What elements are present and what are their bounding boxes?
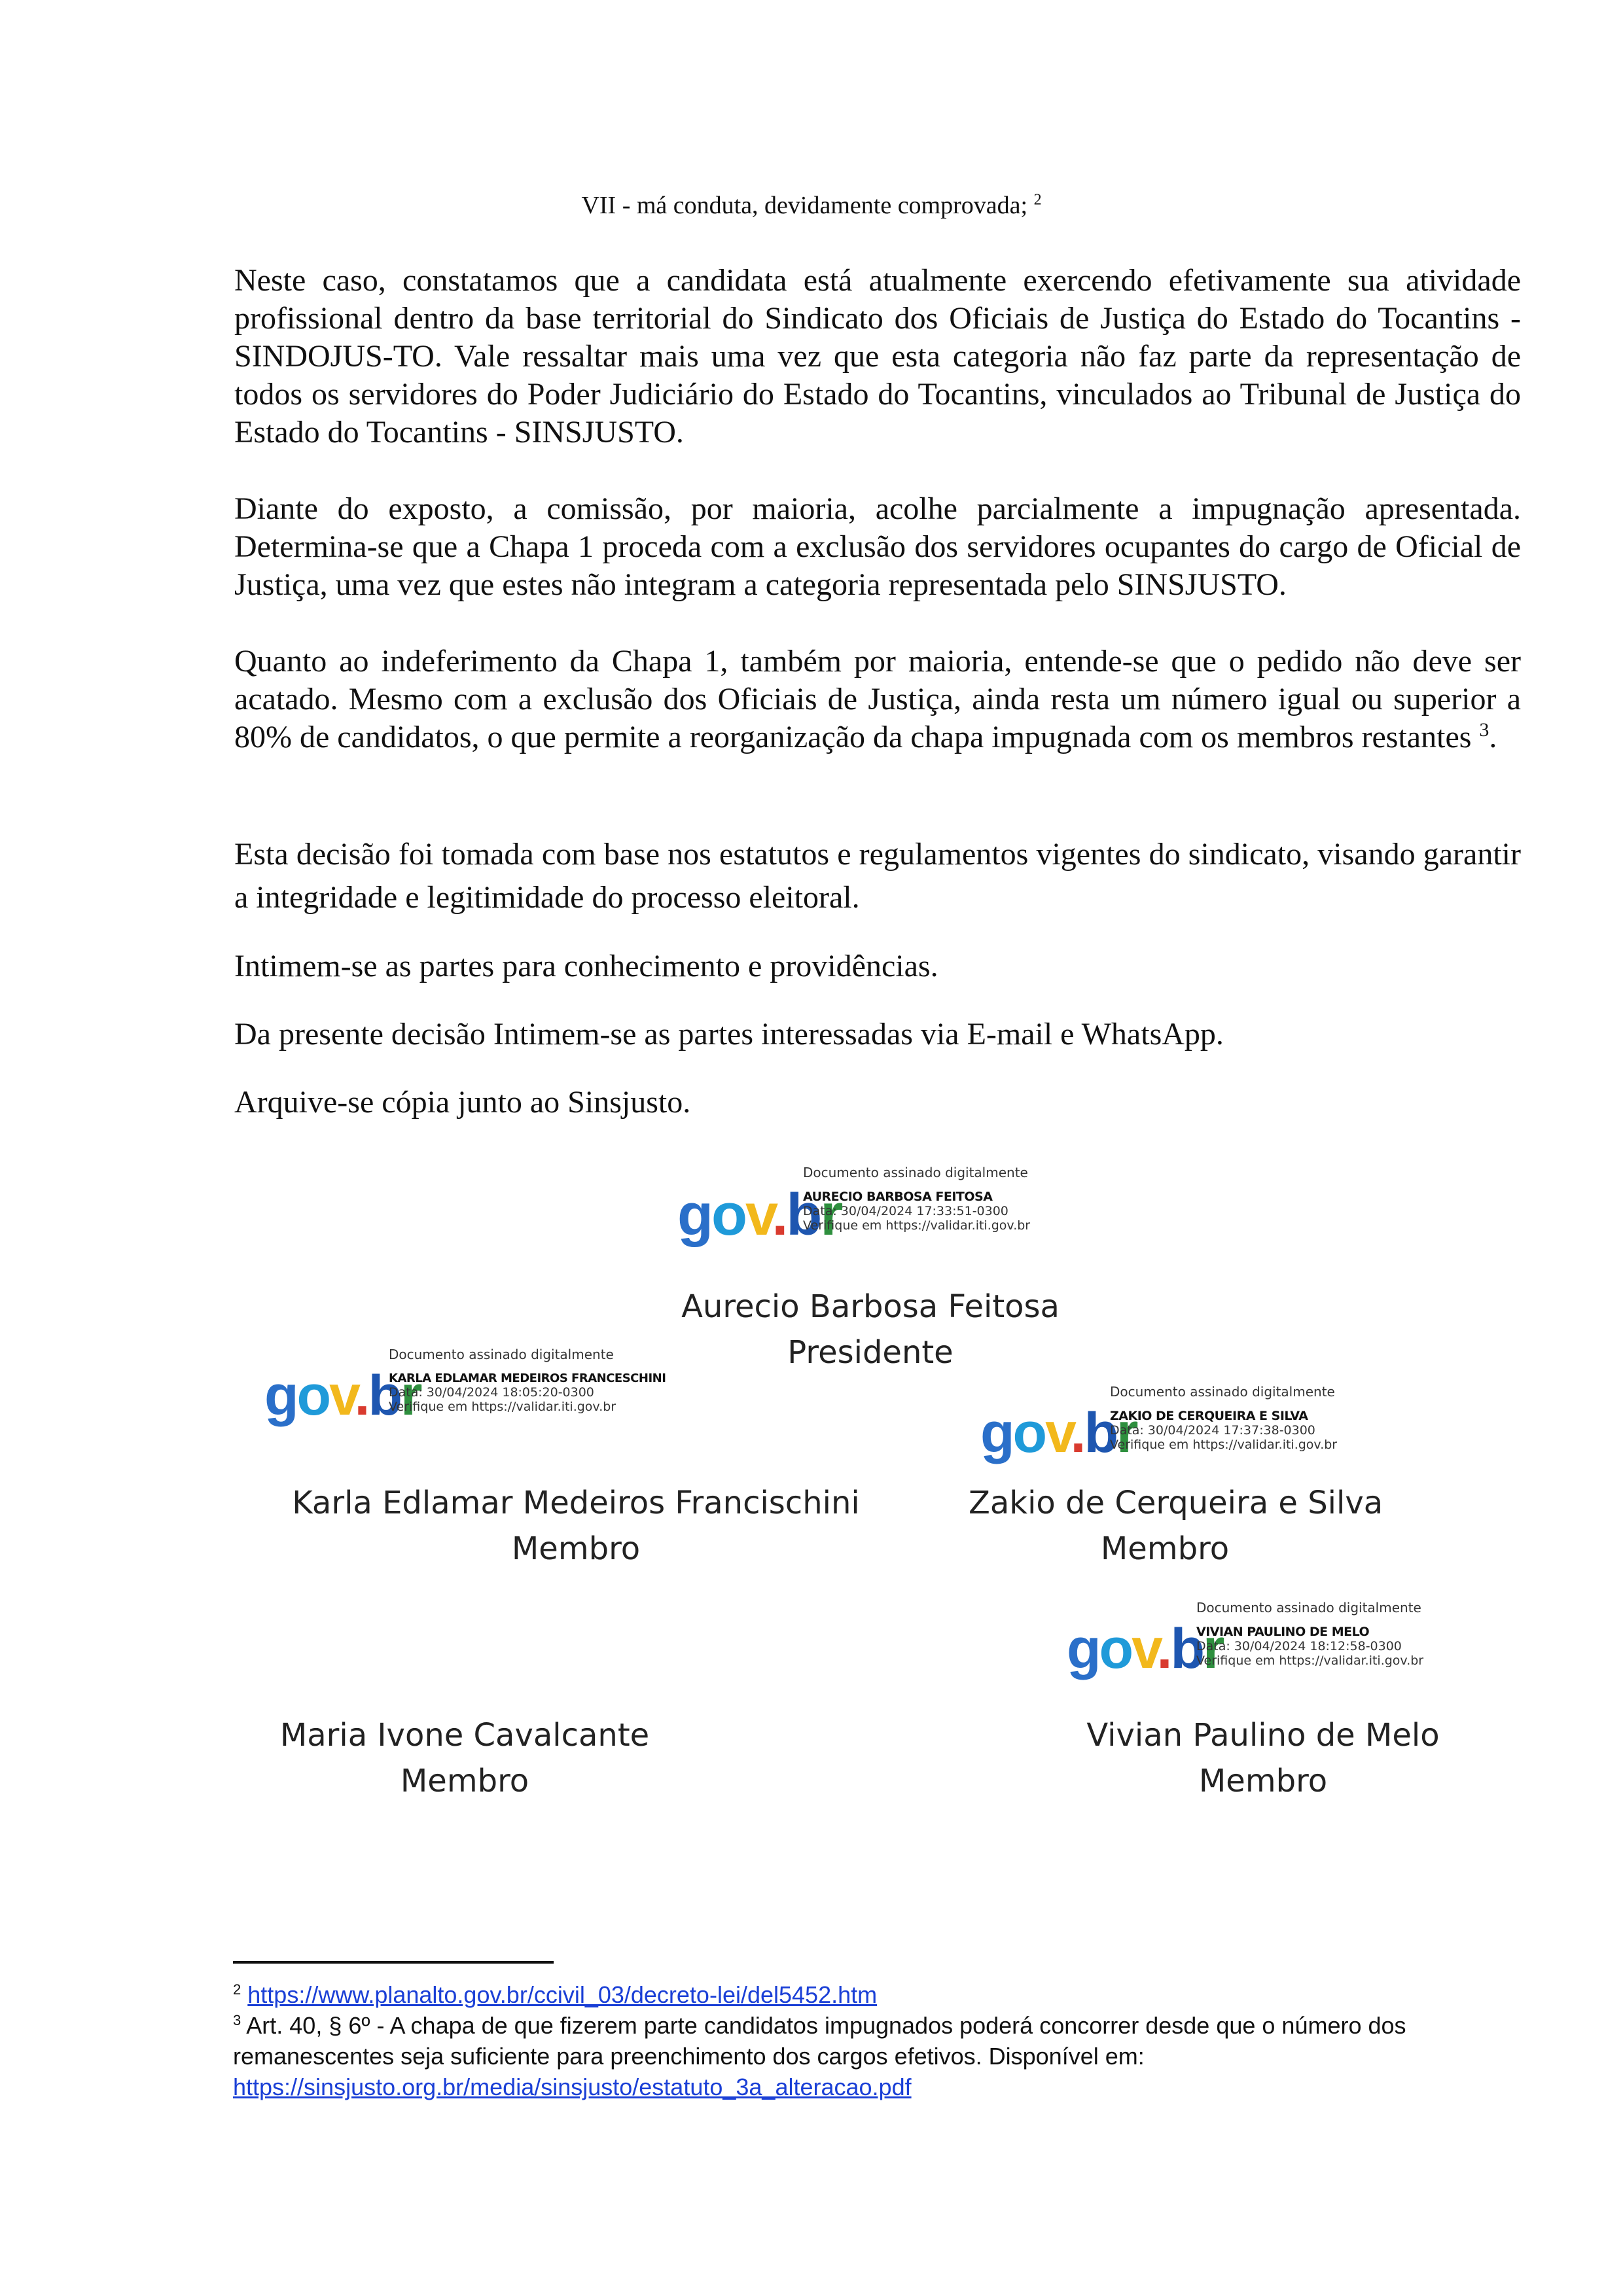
stamp-signer-name: ZAKIO DE CERQUEIRA E SILVA bbox=[1110, 1409, 1308, 1423]
stamp-verify-link[interactable]: Verifique em https://validar.iti.gov.br bbox=[1196, 1653, 1424, 1668]
stamp-date: Data: 30/04/2024 18:12:58-0300 bbox=[1196, 1639, 1402, 1653]
signatory-name: Aurecio Barbosa Feitosa bbox=[681, 1288, 1060, 1325]
signatory-aurecio bbox=[615, 1284, 1126, 1375]
footnote-number: 3 bbox=[233, 2012, 241, 2028]
stamp-signer-name: KARLA EDLAMAR MEDEIROS FRANCESCHINI bbox=[389, 1371, 666, 1385]
signatory-name: Zakio de Cerqueira e Silva bbox=[969, 1485, 1383, 1521]
stamp-header: Documento assinado digitalmente bbox=[1110, 1384, 1335, 1400]
footnote-separator bbox=[233, 1961, 554, 1964]
footnote-text: Art. 40, § 6º - A chapa de que fizerem parte candidatos impugnados poderá concorrer desde que o número dos remanescentes seja suficiente para preenchimento dos cargos efetivos. Disponível em: bbox=[233, 2012, 1406, 2070]
stamp-header: Documento assinado digitalmente bbox=[803, 1165, 1028, 1180]
signatory-role: Membro bbox=[1198, 1763, 1328, 1799]
paragraph-indeferimento-text: Quanto ao indeferimento da Chapa 1, também por maioria, entende-se que o pedido não deve ser acatado. Mesmo com a exclusão dos Oficiais de Justiça, ainda resta um número igual ou superior a 80% de candidatos, o que permite a reorganização da chapa impugnada com os membros restantes bbox=[234, 644, 1521, 754]
stamp-header: Documento assinado digitalmente bbox=[389, 1347, 614, 1362]
paragraph-intimation: Intimem-se as partes para conhecimento e providências. bbox=[234, 949, 938, 983]
footnote-link[interactable]: https://www.planalto.gov.br/ccivil_03/decreto-lei/del5452.htm bbox=[247, 1981, 878, 2008]
stamp-header: Documento assinado digitalmente bbox=[1196, 1600, 1421, 1616]
footnote-number: 2 bbox=[233, 1981, 241, 1998]
govbr-logo: gov.br bbox=[677, 1182, 842, 1248]
govbr-logo: gov.br bbox=[1067, 1617, 1223, 1680]
signatory-role: Presidente bbox=[787, 1334, 954, 1371]
footnote-link[interactable]: https://sinsjusto.org.br/media/sinsjusto/estatuto_3a_alteracao.pdf bbox=[233, 2074, 912, 2100]
stamp-signer-name: AURECIO BARBOSA FEITOSA bbox=[803, 1190, 993, 1204]
stamp-date: Data: 30/04/2024 17:37:38-0300 bbox=[1110, 1423, 1315, 1438]
stamp-verify-link[interactable]: Verifique em https://validar.iti.gov.br bbox=[1110, 1438, 1338, 1452]
stamp-verify-link[interactable]: Verifique em https://validar.iti.gov.br bbox=[803, 1218, 1031, 1233]
heading-line bbox=[0, 191, 1623, 220]
paragraph-candidate: Neste caso, constatamos que a candidata está atualmente exercendo efetivamente sua atividade profissional dentro da base territorial do Sindicato dos Oficiais de Justiça do Estado do Tocantins - SINDOJUS-TO. Vale ressaltar mais uma vez que esta categoria não faz parte da representação de todos os servidores do Poder Judiciário do Estado do Tocantins, vinculados ao Tribunal de Justiça do Estado do Tocantins - SINSJUSTO. bbox=[234, 263, 1521, 450]
signatory-role: Membro bbox=[511, 1530, 641, 1567]
paragraph-notification: Da presente decisão Intimem-se as partes interessadas via E-mail e WhatsApp. bbox=[234, 1017, 1224, 1051]
stamp-verify-link[interactable]: Verifique em https://validar.iti.gov.br bbox=[389, 1400, 616, 1414]
signatory-name: Maria Ivone Cavalcante bbox=[279, 1717, 650, 1754]
footnote-3 bbox=[233, 2005, 1450, 2102]
stamp-date: Data: 30/04/2024 18:05:20-0300 bbox=[389, 1385, 594, 1400]
signatory-zakio bbox=[969, 1480, 1383, 1572]
signatory-role: Membro bbox=[1100, 1530, 1230, 1567]
stamp-date: Data: 30/04/2024 17:33:51-0300 bbox=[803, 1204, 1008, 1218]
stamp-details bbox=[389, 1347, 666, 1414]
footnote-ref[interactable]: 2 bbox=[1033, 191, 1042, 209]
signatory-maria bbox=[262, 1712, 668, 1804]
paragraph-indeferimento bbox=[234, 643, 1521, 756]
stamp-details bbox=[1196, 1600, 1423, 1668]
paragraph-decision: Diante do exposto, a comissão, por maioria, acolhe parcialmente a impugnação apresentada. Determina-se que a Chapa 1 proceda com a exclusão dos servidores ocupantes do cargo de Oficial de Justiça, uma vez que estes não integram a categoria representada pelo SINSJUSTO. bbox=[234, 491, 1521, 602]
paragraph-archive: Arquive-se cópia junto ao Sinsjusto. bbox=[234, 1085, 691, 1120]
paragraph-basis: Esta decisão foi tomada com base nos estatutos e regulamentos vigentes do sindicato, visando garantir a integridade e legitimidade do processo eleitoral. bbox=[234, 837, 1521, 915]
footnote-ref[interactable]: 3 bbox=[1479, 719, 1489, 741]
stamp-signer-name: VIVIAN PAULINO DE MELO bbox=[1196, 1625, 1370, 1639]
signatory-name: Karla Edlamar Medeiros Francischini bbox=[292, 1485, 860, 1521]
govbr-logo: gov.br bbox=[264, 1364, 421, 1427]
paragraph-end: . bbox=[1489, 720, 1497, 754]
heading-text: VII - má conduta, devidamente comprovada; bbox=[581, 192, 1034, 219]
signatory-name: Vivian Paulino de Melo bbox=[1086, 1717, 1440, 1754]
signatory-vivian bbox=[1060, 1712, 1466, 1804]
stamp-details bbox=[803, 1165, 1030, 1233]
stamp-details bbox=[1110, 1384, 1337, 1452]
signatory-karla bbox=[196, 1480, 955, 1572]
signatory-role: Membro bbox=[400, 1763, 529, 1799]
govbr-logo: gov.br bbox=[980, 1402, 1137, 1464]
